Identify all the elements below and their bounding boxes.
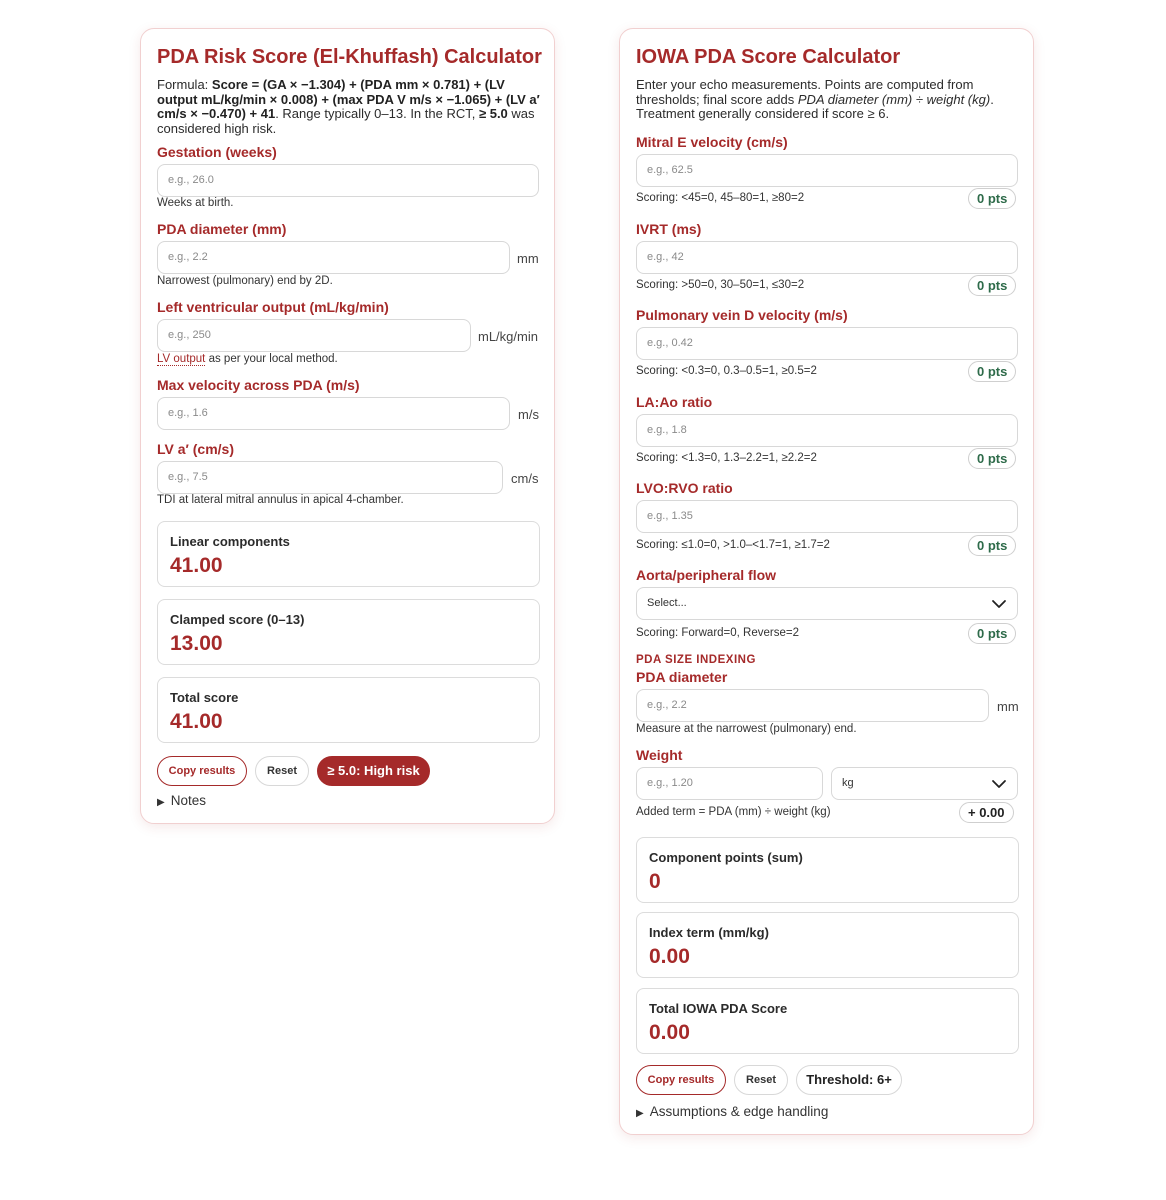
lv-output-label: Left ventricular output (mL/kg/min) bbox=[157, 299, 389, 315]
lv-a-prime-unit: cm/s bbox=[511, 471, 539, 486]
formula-threshold: ≥ 5.0 bbox=[478, 106, 508, 122]
lvo-rvo-label: LVO:RVO ratio bbox=[636, 480, 733, 496]
total-iowa-score-label: Total IOWA PDA Score bbox=[649, 1001, 788, 1016]
iowa-intro bbox=[636, 78, 1018, 122]
iowa-pda-diameter-unit: mm bbox=[997, 699, 1019, 714]
aorta-flow-selected: Select... bbox=[647, 597, 687, 609]
pda-diameter-input[interactable]: e.g., 2.2 bbox=[157, 241, 510, 274]
pda-diameter-hint: Narrowest (pulmonary) end by 2D. bbox=[157, 275, 333, 287]
assumptions-label: Assumptions & edge handling bbox=[649, 1104, 829, 1119]
total-score-result bbox=[157, 677, 540, 743]
pulmonary-vein-input[interactable]: e.g., 0.42 bbox=[636, 327, 1018, 360]
aorta-flow-points-badge: 0 pts bbox=[968, 623, 1016, 644]
lvo-rvo-scoring: Scoring: ≤1.0=0, >1.0–<1.7=1, ≥1.7=2 bbox=[636, 539, 830, 551]
added-term-badge: + 0.00 bbox=[959, 802, 1014, 823]
pda-diameter-unit: mm bbox=[517, 251, 539, 266]
iowa-pda-diameter-label: PDA diameter bbox=[636, 669, 728, 685]
index-term-label: Index term (mm/kg) bbox=[649, 925, 769, 940]
aorta-flow-scoring: Scoring: Forward=0, Reverse=2 bbox=[636, 627, 799, 639]
pda-diameter-label: PDA diameter (mm) bbox=[157, 221, 287, 237]
lv-a-prime-label: LV a′ (cm/s) bbox=[157, 441, 235, 457]
calculator-title: PDA Risk Score (El-Khuffash) Calculator bbox=[157, 46, 542, 68]
formula-expression: Score = (GA × −1.304) + (PDA mm × 0.781) + (LV output mL/kg/min × 0.008) + (max PDA V m/s × −1.065) + (LV a′ cm/s × −0.470) + 41 bbox=[157, 77, 540, 122]
component-points-label: Component points (sum) bbox=[649, 850, 803, 865]
aorta-flow-select[interactable] bbox=[636, 587, 1018, 620]
mitral-e-points-badge: 0 pts bbox=[968, 188, 1016, 209]
total-score-value: 41.00 bbox=[170, 710, 223, 733]
pulmonary-vein-scoring: Scoring: <0.3=0, 0.3–0.5=1, ≥0.5=2 bbox=[636, 365, 817, 377]
threshold-badge: Threshold: 6+ bbox=[796, 1065, 902, 1095]
mitral-e-input[interactable]: e.g., 62.5 bbox=[636, 154, 1018, 187]
total-iowa-score-value: 0.00 bbox=[649, 1021, 690, 1044]
iowa-pda-diameter-input[interactable]: e.g., 2.2 bbox=[636, 689, 989, 722]
clamped-score-label: Clamped score (0–13) bbox=[170, 612, 305, 627]
mitral-e-label: Mitral E velocity (cm/s) bbox=[636, 134, 788, 150]
la-ao-points-badge: 0 pts bbox=[968, 448, 1016, 469]
gestation-input[interactable]: e.g., 26.0 bbox=[157, 164, 539, 197]
aorta-flow-label: Aorta/peripheral flow bbox=[636, 567, 777, 583]
notes-toggle[interactable] bbox=[157, 793, 206, 808]
lv-output-unit: mL/kg/min bbox=[478, 329, 538, 344]
lv-a-prime-hint: TDI at lateral mitral annulus in apical 4-chamber. bbox=[157, 494, 404, 506]
formula-range-text: . Range typically 0–13. In the RCT, bbox=[275, 106, 479, 122]
ivrt-label: IVRT (ms) bbox=[636, 221, 702, 237]
lvo-rvo-points-badge: 0 pts bbox=[968, 535, 1016, 556]
disclosure-triangle-icon: ▶ bbox=[636, 1108, 644, 1119]
max-velocity-unit: m/s bbox=[518, 407, 539, 422]
formula-prefix: Formula: bbox=[157, 77, 212, 92]
weight-unit-selected: kg bbox=[842, 777, 854, 789]
iowa-intro-text-a: Enter your echo measurements. Points are computed from thresholds; final score adds bbox=[636, 77, 974, 107]
pulmonary-vein-points-badge: 0 pts bbox=[968, 361, 1016, 382]
copy-results-button[interactable]: Copy results bbox=[157, 756, 247, 786]
lv-output-input[interactable]: e.g., 250 bbox=[157, 319, 471, 352]
la-ao-scoring: Scoring: <1.3=0, 1.3–2.2=1, ≥2.2=2 bbox=[636, 452, 817, 464]
ivrt-input[interactable]: e.g., 42 bbox=[636, 241, 1018, 274]
reset-button[interactable]: Reset bbox=[255, 756, 309, 786]
el-khuffash-calculator-card bbox=[140, 28, 555, 824]
gestation-hint: Weeks at birth. bbox=[157, 197, 234, 209]
ivrt-scoring: Scoring: >50=0, 30–50=1, ≤30=2 bbox=[636, 279, 805, 291]
la-ao-input[interactable]: e.g., 1.8 bbox=[636, 414, 1018, 447]
pda-size-indexing-heading: PDA SIZE INDEXING bbox=[636, 654, 756, 666]
lv-output-hint bbox=[157, 353, 338, 365]
iowa-reset-button[interactable]: Reset bbox=[734, 1065, 788, 1095]
ivrt-points-badge: 0 pts bbox=[968, 275, 1016, 296]
weight-input[interactable]: e.g., 1.20 bbox=[636, 767, 823, 800]
iowa-calculator-card bbox=[619, 28, 1034, 1135]
max-velocity-label: Max velocity across PDA (m/s) bbox=[157, 377, 360, 393]
assumptions-toggle[interactable] bbox=[636, 1104, 828, 1119]
notes-label: Notes bbox=[170, 793, 206, 808]
iowa-pda-diameter-hint: Measure at the narrowest (pulmonary) end. bbox=[636, 723, 857, 735]
lvo-rvo-input[interactable]: e.g., 1.35 bbox=[636, 500, 1018, 533]
linear-components-label: Linear components bbox=[170, 534, 290, 549]
iowa-intro-text-b: . Treatment generally considered if score ≥ 6. bbox=[636, 91, 994, 122]
weight-unit-select[interactable] bbox=[831, 767, 1018, 800]
lv-a-prime-input[interactable]: e.g., 7.5 bbox=[157, 461, 503, 494]
total-score-label: Total score bbox=[170, 690, 239, 705]
disclosure-triangle-icon: ▶ bbox=[157, 797, 165, 808]
clamped-score-value: 13.00 bbox=[170, 632, 223, 655]
gestation-label: Gestation (weeks) bbox=[157, 144, 277, 160]
mitral-e-scoring: Scoring: <45=0, 45–80=1, ≥80=2 bbox=[636, 192, 805, 204]
lv-output-hint-link[interactable]: LV output bbox=[157, 353, 206, 365]
chevron-down-icon bbox=[991, 597, 1007, 611]
iowa-title: IOWA PDA Score Calculator bbox=[636, 46, 901, 68]
linear-components-value: 41.00 bbox=[170, 554, 223, 577]
weight-label: Weight bbox=[636, 747, 683, 763]
index-term-result bbox=[636, 912, 1019, 978]
chevron-down-icon bbox=[991, 777, 1007, 791]
clamped-score-result bbox=[157, 599, 540, 665]
index-term-value: 0.00 bbox=[649, 945, 690, 968]
component-points-result bbox=[636, 837, 1019, 903]
component-points-value: 0 bbox=[649, 870, 661, 893]
weight-hint: Added term = PDA (mm) ÷ weight (kg) bbox=[636, 806, 831, 818]
risk-badge: ≥ 5.0: High risk bbox=[317, 756, 430, 786]
lv-output-hint-text: as per your local method. bbox=[205, 353, 338, 365]
la-ao-label: LA:Ao ratio bbox=[636, 394, 713, 410]
total-iowa-score-result bbox=[636, 988, 1019, 1054]
pulmonary-vein-label: Pulmonary vein D velocity (m/s) bbox=[636, 307, 848, 323]
formula-end-text: was considered high risk. bbox=[157, 106, 535, 136]
linear-components-result bbox=[157, 521, 540, 587]
max-velocity-input[interactable]: e.g., 1.6 bbox=[157, 397, 510, 430]
iowa-intro-emphasis: PDA diameter (mm) ÷ weight (kg) bbox=[797, 91, 991, 107]
iowa-copy-results-button[interactable]: Copy results bbox=[636, 1065, 726, 1095]
formula-description bbox=[157, 78, 543, 136]
